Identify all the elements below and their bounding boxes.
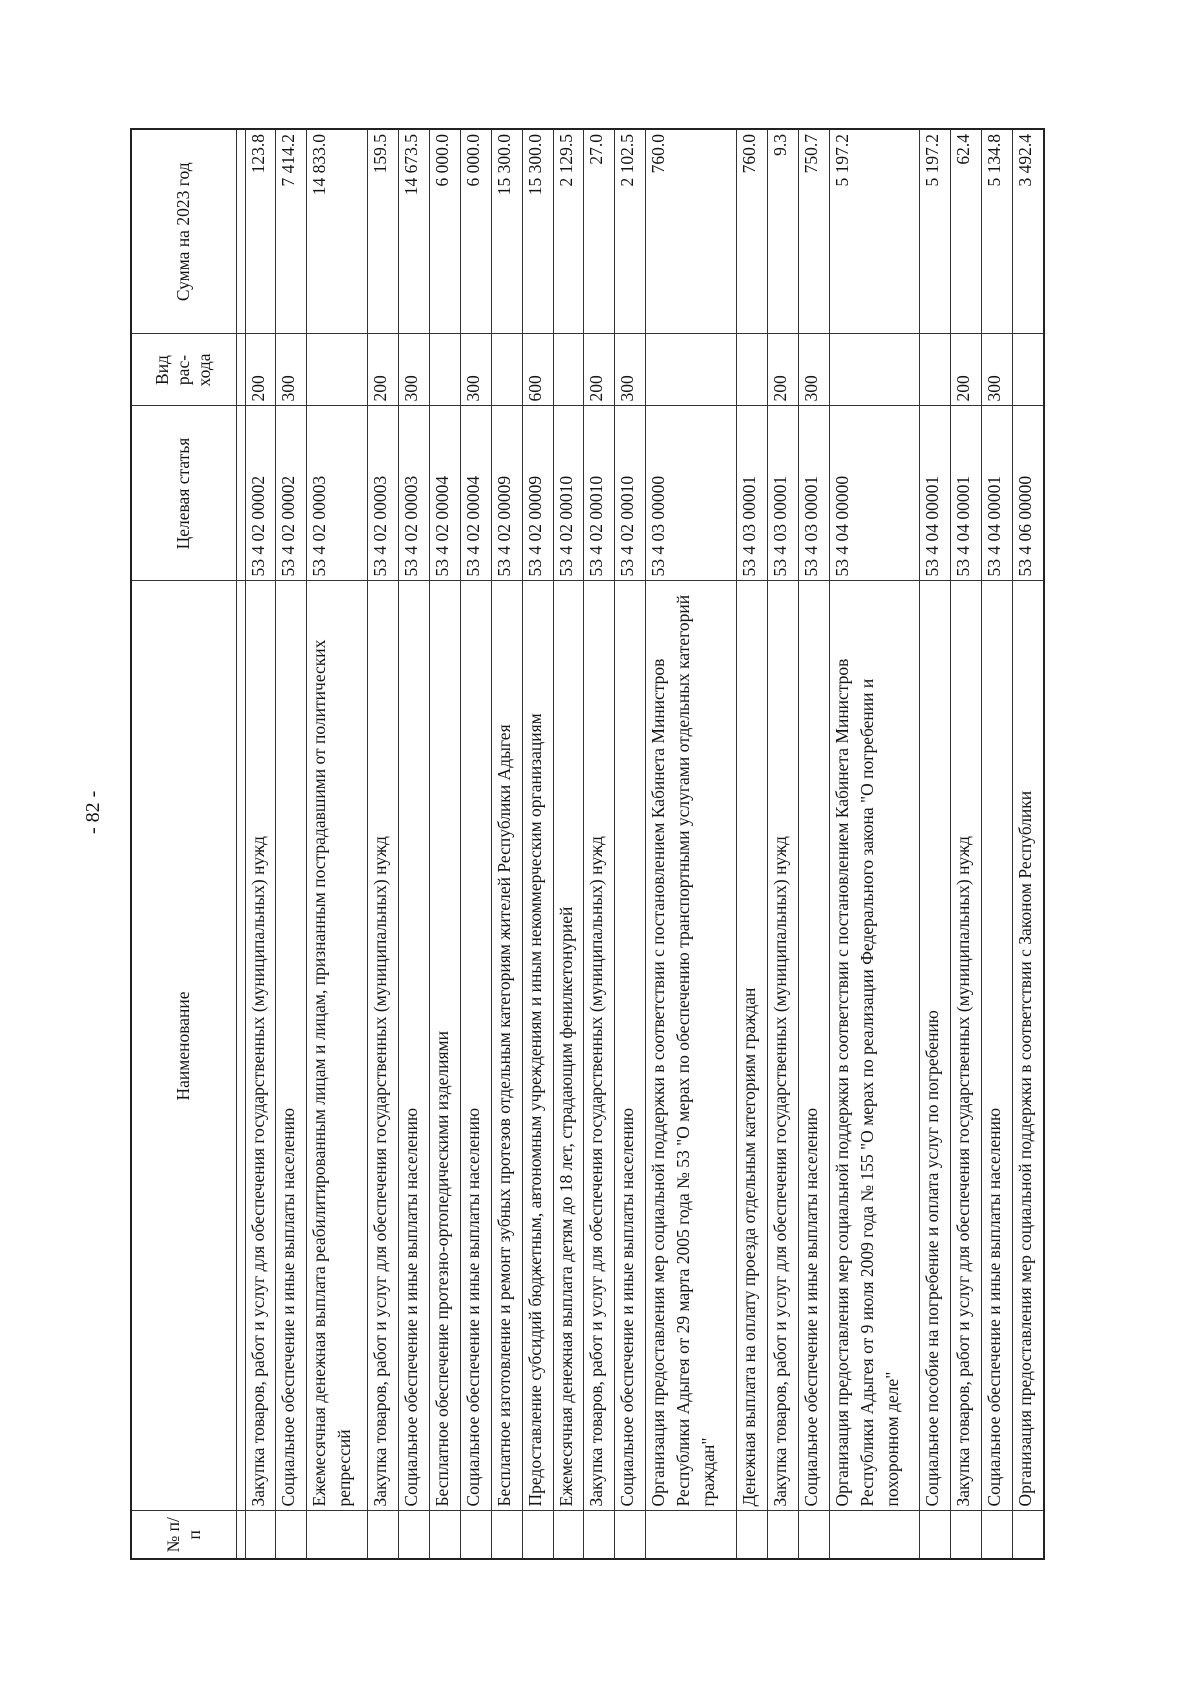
- cell-code: 53 4 02 00004: [460, 406, 491, 581]
- header-code: Целевая статья: [131, 406, 236, 581]
- cell-sum: 7 414.2: [276, 129, 307, 334]
- cell-type: 200: [950, 334, 981, 406]
- cell-num: [584, 1511, 615, 1559]
- cell-type: 300: [981, 334, 1012, 406]
- cell-code: 53 4 02 00003: [307, 406, 368, 581]
- cell-sum: 2 102.5: [615, 129, 646, 334]
- table-body: [236, 129, 1044, 1559]
- cell-code: 53 4 02 00009: [522, 406, 553, 581]
- cell-num: [460, 1511, 491, 1559]
- table-row: [276, 129, 307, 1559]
- cell-code: 53 4 03 00000: [646, 406, 736, 581]
- cell-code: 53 4 02 00003: [398, 406, 429, 581]
- cell-sum: 760.0: [736, 129, 767, 334]
- budget-table: [130, 128, 1045, 1560]
- cell-sum: 2 129.5: [553, 129, 584, 334]
- table-row: [646, 129, 736, 1559]
- cell-num: [368, 1511, 399, 1559]
- table-row: [460, 129, 491, 1559]
- cell-num: [307, 1511, 368, 1559]
- cell-sum: 62.4: [950, 129, 981, 334]
- cell-code: 53 4 02 00010: [615, 406, 646, 581]
- cell-code: 53 4 06 00000: [1012, 406, 1044, 581]
- table-row: [368, 129, 399, 1559]
- cell-type: 300: [460, 334, 491, 406]
- cell-type: 200: [368, 334, 399, 406]
- cell-sum: 15 300.0: [522, 129, 553, 334]
- cell-sum: 3 492.4: [1012, 129, 1044, 334]
- cell-num: [798, 1511, 829, 1559]
- cell-type: [736, 334, 767, 406]
- table-row: [307, 129, 368, 1559]
- table-spacer-row: [236, 129, 245, 1559]
- cell-name: Бесплатное обеспечение протезно-ортопедическими изделиями: [429, 581, 460, 1511]
- table-row: [398, 129, 429, 1559]
- cell-type: 600: [522, 334, 553, 406]
- table-row: [584, 129, 615, 1559]
- cell-num: [522, 1511, 553, 1559]
- table-row: [736, 129, 767, 1559]
- cell-sum: 5 134.8: [981, 129, 1012, 334]
- table-row: [245, 129, 276, 1559]
- cell-name: Закупка товаров, работ и услуг для обеспечения государственных (муниципальных) нужд: [368, 581, 399, 1511]
- header-sum: Сумма на 2023 год: [131, 129, 236, 334]
- table-row: [1012, 129, 1044, 1559]
- cell-type: [829, 334, 919, 406]
- cell-name: Предоставление субсидий бюджетным, автономным учреждениям и иным некоммерческим организациям: [522, 581, 553, 1511]
- cell-sum: 27.0: [584, 129, 615, 334]
- cell-num: [736, 1511, 767, 1559]
- page-number: - 82 -: [82, 790, 104, 834]
- cell-num: [981, 1511, 1012, 1559]
- table-row: [429, 129, 460, 1559]
- cell-name: Закупка товаров, работ и услуг для обеспечения государственных (муниципальных) нужд: [245, 581, 276, 1511]
- table-row: [919, 129, 950, 1559]
- cell-sum: 9.3: [767, 129, 798, 334]
- cell-num: [767, 1511, 798, 1559]
- cell-type: 300: [276, 334, 307, 406]
- cell-num: [919, 1511, 950, 1559]
- cell-code: 53 4 02 00003: [368, 406, 399, 581]
- cell-type: [919, 334, 950, 406]
- cell-type: 200: [584, 334, 615, 406]
- cell-name: Закупка товаров, работ и услуг для обеспечения государственных (муниципальных) нужд: [767, 581, 798, 1511]
- cell-type: [491, 334, 522, 406]
- cell-code: 53 4 02 00002: [276, 406, 307, 581]
- cell-code: 53 4 04 00001: [919, 406, 950, 581]
- cell-code: 53 4 04 00000: [829, 406, 919, 581]
- table-row: [950, 129, 981, 1559]
- header-name: Наименование: [131, 581, 236, 1511]
- cell-name: Денежная выплата на оплату проезда отдельным категориям граждан: [736, 581, 767, 1511]
- cell-sum: 14 673.5: [398, 129, 429, 334]
- rotated-table-wrapper: [130, 130, 1045, 1560]
- cell-name: Закупка товаров, работ и услуг для обеспечения государственных (муниципальных) нужд: [584, 581, 615, 1511]
- cell-name: Закупка товаров, работ и услуг для обеспечения государственных (муниципальных) нужд: [950, 581, 981, 1511]
- cell-num: [429, 1511, 460, 1559]
- cell-code: 53 4 02 00010: [584, 406, 615, 581]
- cell-num: [553, 1511, 584, 1559]
- cell-name: Ежемесячная денежная выплата реабилитированным лицам и лицам, признанным пострадавшими от политических репрессий: [307, 581, 368, 1511]
- cell-code: 53 4 02 00004: [429, 406, 460, 581]
- cell-num: [491, 1511, 522, 1559]
- cell-code: 53 4 03 00001: [798, 406, 829, 581]
- table-row: [981, 129, 1012, 1559]
- cell-name: Социальное обеспечение и иные выплаты населению: [615, 581, 646, 1511]
- cell-code: 53 4 04 00001: [981, 406, 1012, 581]
- cell-num: [829, 1511, 919, 1559]
- table-row: [829, 129, 919, 1559]
- cell-sum: 14 833.0: [307, 129, 368, 334]
- cell-type: [646, 334, 736, 406]
- cell-name: Социальное пособие на погребение и оплата услуг по погребению: [919, 581, 950, 1511]
- cell-code: 53 4 03 00001: [767, 406, 798, 581]
- cell-sum: 123.8: [245, 129, 276, 334]
- cell-sum: 760.0: [646, 129, 736, 334]
- table-row: [522, 129, 553, 1559]
- table-row: [615, 129, 646, 1559]
- table-row: [553, 129, 584, 1559]
- cell-type: [307, 334, 368, 406]
- cell-type: [553, 334, 584, 406]
- cell-type: [429, 334, 460, 406]
- table-header-row: [131, 129, 236, 1559]
- cell-num: [276, 1511, 307, 1559]
- table-row: [767, 129, 798, 1559]
- cell-name: Социальное обеспечение и иные выплаты населению: [460, 581, 491, 1511]
- cell-num: [1012, 1511, 1044, 1559]
- cell-type: 200: [245, 334, 276, 406]
- cell-num: [245, 1511, 276, 1559]
- cell-num: [950, 1511, 981, 1559]
- cell-sum: 6 000.0: [460, 129, 491, 334]
- cell-name: Бесплатное изготовление и ремонт зубных протезов отдельным категориям жителей Республики Адыгея: [491, 581, 522, 1511]
- cell-name: Организация предоставления мер социальной поддержки в соответствии с Законом Республики: [1012, 581, 1044, 1511]
- cell-name: Социальное обеспечение и иные выплаты населению: [276, 581, 307, 1511]
- cell-sum: 5 197.2: [829, 129, 919, 334]
- cell-type: 300: [798, 334, 829, 406]
- header-type: Вид рас-хода: [131, 334, 236, 406]
- cell-code: 53 4 03 00001: [736, 406, 767, 581]
- cell-sum: 15 300.0: [491, 129, 522, 334]
- cell-name: Организация предоставления мер социальной поддержки в соответствии с постановлением Кабинета Министров Республики Адыгея от 29 марта 2005 года № 53 "О мерах по обеспечению транспортными услугами отдельных категорий граждан": [646, 581, 736, 1511]
- cell-code: 53 4 02 00010: [553, 406, 584, 581]
- cell-type: [1012, 334, 1044, 406]
- cell-sum: 750.7: [798, 129, 829, 334]
- cell-name: Ежемесячная денежная выплата детям до 18 лет, страдающим фенилкетонурией: [553, 581, 584, 1511]
- table-row: [491, 129, 522, 1559]
- cell-type: 300: [398, 334, 429, 406]
- cell-name: Социальное обеспечение и иные выплаты населению: [981, 581, 1012, 1511]
- cell-sum: 6 000.0: [429, 129, 460, 334]
- cell-num: [398, 1511, 429, 1559]
- cell-name: Социальное обеспечение и иные выплаты населению: [798, 581, 829, 1511]
- cell-sum: 159.5: [368, 129, 399, 334]
- cell-name: Организация предоставления мер социальной поддержки в соответствии с постановлением Кабинета Министров Республики Адыгея от 9 июля 2009 года № 155 "О мерах по реализации Федерального закона "О погребении и похоронном деле": [829, 581, 919, 1511]
- cell-num: [646, 1511, 736, 1559]
- cell-name: Социальное обеспечение и иные выплаты населению: [398, 581, 429, 1511]
- table-row: [798, 129, 829, 1559]
- cell-type: 300: [615, 334, 646, 406]
- header-num: № п/п: [131, 1511, 236, 1559]
- cell-code: 53 4 02 00002: [245, 406, 276, 581]
- cell-code: 53 4 04 00001: [950, 406, 981, 581]
- cell-num: [615, 1511, 646, 1559]
- cell-type: 200: [767, 334, 798, 406]
- cell-code: 53 4 02 00009: [491, 406, 522, 581]
- cell-sum: 5 197.2: [919, 129, 950, 334]
